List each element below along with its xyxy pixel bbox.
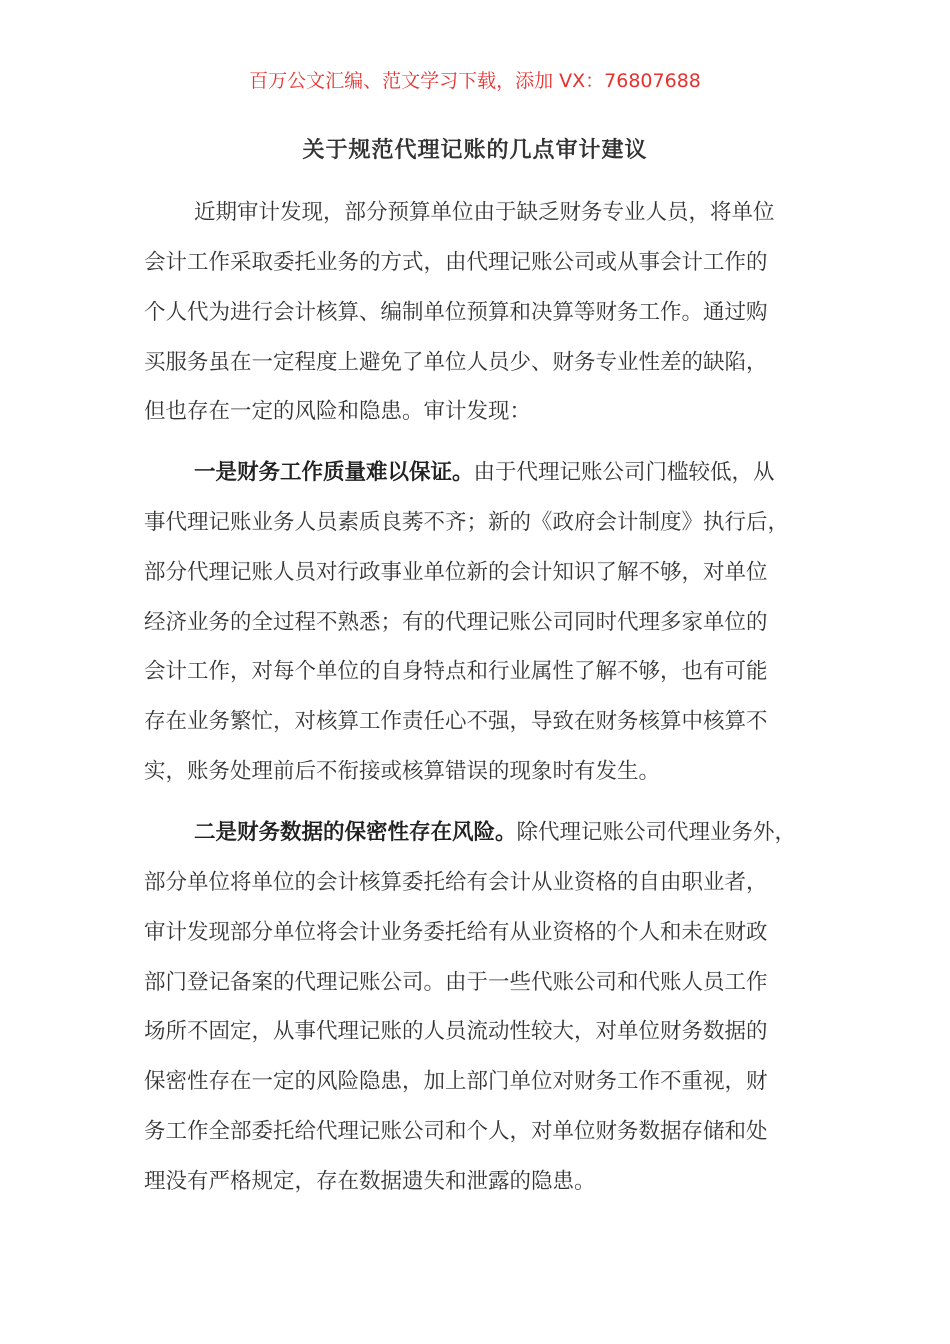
paragraph-line: 理没有严格规定，存在数据遗失和泄露的隐患。 (144, 1169, 596, 1194)
paragraph-line (194, 808, 796, 858)
paragraph-line: 事代理记账业务人员素质良莠不齐；新的《政府会计制度》执行后， (144, 510, 790, 535)
paragraph-line: 买服务虽在一定程度上避免了单位人员少、财务专业性差的缺陷， (144, 350, 768, 375)
paragraph-lead: 一是财务工作质量难以保证。 (194, 460, 474, 485)
paragraph-line: 会计工作，对每个单位的自身特点和行业属性了解不够，也有可能 (144, 659, 768, 684)
paragraph-line: 审计发现部分单位将会计业务委托给有从业资格的个人和未在财政 (144, 920, 768, 945)
paragraph-line: 部门登记备案的代理记账公司。由于一些代账公司和代账人员工作 (144, 970, 768, 995)
paragraph-line: 务工作全部委托给代理记账公司和个人，对单位财务数据存储和处 (144, 1119, 768, 1144)
paragraph-line: 经济业务的全过程不熟悉；有的代理记账公司同时代理多家单位的 (144, 610, 768, 635)
page-title: 关于规范代理记账的几点审计建议 (302, 138, 648, 163)
paragraph-line: 近期审计发现，部分预算单位由于缺乏财务专业人员，将单位 (194, 200, 775, 225)
paragraph-line: 部分代理记账人员对行政事业单位新的会计知识了解不够，对单位 (144, 560, 768, 585)
paragraph-line: 但也存在一定的风险和隐患。审计发现： (144, 399, 532, 424)
paragraph-text: 由于代理记账公司门槛较低，从 (473, 460, 775, 485)
paragraph-line: 存在业务繁忙，对核算工作责任心不强，导致在财务核算中核算不 (144, 709, 768, 734)
paragraph-lead: 二是财务数据的保密性存在风险。 (194, 820, 517, 845)
paragraph-line: 保密性存在一定的风险隐患，加上部门单位对财务工作不重视，财 (144, 1069, 768, 1094)
paragraph-line: 部分单位将单位的会计核算委托给有会计从业资格的自由职业者， (144, 870, 768, 895)
paragraph-text: 除代理记账公司代理业务外， (516, 820, 797, 845)
paragraph-line: 场所不固定，从事代理记账的人员流动性较大，对单位财务数据的 (144, 1019, 768, 1044)
paragraph-line (194, 448, 775, 498)
header-note: 百万公文汇编、范文学习下载，添加 VX：76807688 (249, 70, 701, 92)
paragraph-line: 个人代为进行会计核算、编制单位预算和决算等财务工作。通过购 (144, 300, 768, 325)
paragraph-line: 会计工作采取委托业务的方式，由代理记账公司或从事会计工作的 (144, 250, 768, 275)
paragraph-line: 实，账务处理前后不衔接或核算错误的现象时有发生。 (144, 759, 661, 784)
